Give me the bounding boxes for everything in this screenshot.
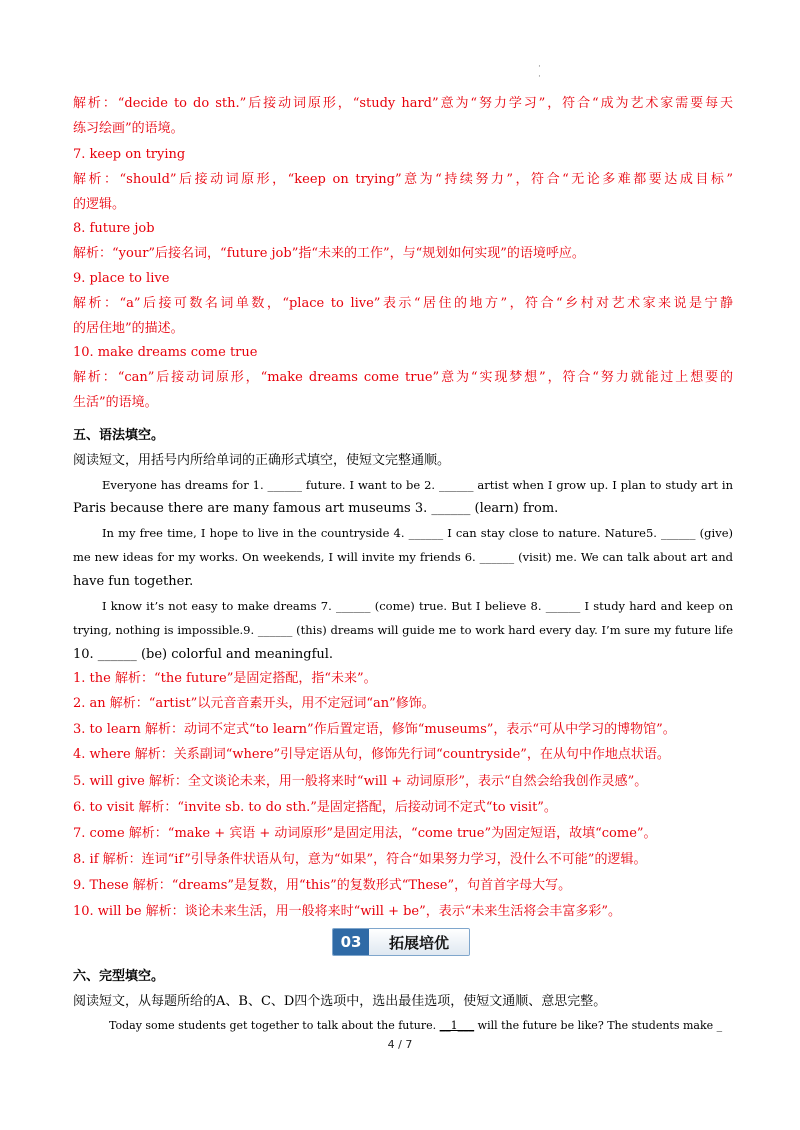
text-line: 1. the 解析：“the future”是固定搭配，指“未来”。 <box>73 671 377 686</box>
text-line: 7. keep on trying <box>73 147 186 162</box>
text-line: 5. will give 解析：全文谈论未来，用一般将来时“will + 动词原形”，表示“自然会给我创作灵感”。 <box>73 774 648 789</box>
text-line: 10. make dreams come true <box>73 345 258 360</box>
text-line: 解析：“a”后接可数名词单数，“place to live”表示“居住的地方”，符合“乡村对艺术家来说是宁静 <box>73 296 733 311</box>
text-line: Everyone has dreams for 1. ______ future. I want to be 2. ______ artist when I grow up. I plan to study art in <box>102 478 733 492</box>
page-number: 4 / 7 <box>387 1038 413 1051</box>
text-line: 解析：“decide to do sth.”后接动词原形，“study hard”意为“努力学习”，符合“成为艺术家需要每天 <box>73 96 733 111</box>
text-line: 的居住地”的描述。 <box>73 321 184 336</box>
section6-heading: 六、完型填空。 <box>73 969 165 984</box>
text-line: In my free time, I hope to live in the countryside 4. ______ I can stay close to nature. Nature5. ______ (give) <box>102 526 733 540</box>
text-line: I know it’s not easy to make dreams 7. ______ (come) true. But I believe 8. ______ I study hard and keep on <box>102 599 733 613</box>
text-line: 8. if 解析：连词“if”引导条件状语从句，意为“如果”，符合“如果努力学习，没什么不可能”的逻辑。 <box>73 852 647 867</box>
section6-passage-line <box>109 1017 733 1035</box>
passage-blank: __1___ <box>439 1019 475 1032</box>
text-line: trying, nothing is impossible.9. ______ (this) dreams will guide me to work hard every day. I’m sure my future life <box>73 623 733 637</box>
text-line: 10. ______ (be) colorful and meaningful. <box>73 647 334 662</box>
passage-trailing: _ <box>716 1019 723 1032</box>
banner-title: 拓展培优 <box>369 929 469 955</box>
text-line: 解析：“can”后接动词原形，“make dreams come true”意为“实现梦想”，符合“努力就能过上想要的 <box>73 370 733 385</box>
decorative-dots: · · <box>538 62 541 82</box>
text-line: me new ideas for my works. On weekends, I will invite my friends 6. ______ (visit) me. We can talk about art and <box>73 550 733 564</box>
text-line: 阅读短文，用括号内所给单词的正确形式填空，使短文完整通顺。 <box>73 453 451 468</box>
text-line: 9. place to live <box>73 271 170 286</box>
passage-text-before: Today some students get together to talk about the future. <box>109 1019 440 1032</box>
text-line: 10. will be 解析：谈论未来生活，用一般将来时“will + be”，表示“未来生活将会丰富多彩”。 <box>73 904 622 919</box>
text-line: 9. These 解析：“dreams”是复数，用“this”的复数形式“These”，句首首字母大写。 <box>73 878 572 893</box>
banner-number: 03 <box>333 929 369 955</box>
section-banner <box>332 928 470 956</box>
text-line: 的逻辑。 <box>73 197 126 212</box>
passage-text-after: will the future be like? The students make <box>474 1019 717 1032</box>
text-line: 生活”的语境。 <box>73 395 158 410</box>
text-line: 解析：“should”后接动词原形，“keep on trying”意为“持续努力”，符合“无论多难都要达成目标” <box>73 172 733 187</box>
section6-instruction: 阅读短文，从每题所给的A、B、C、D四个选项中，选出最佳选项，使短文通顺、意思完整。 <box>73 994 607 1009</box>
text-line: 练习绘画”的语境。 <box>73 121 184 136</box>
text-line: 8. future job <box>73 221 155 236</box>
text-line: 6. to visit 解析：“invite sb. to do sth.”是固定搭配，后接动词不定式“to visit”。 <box>73 800 557 815</box>
text-line: 4. where 解析：关系副词“where”引导定语从句，修饰先行词“countryside”，在从句中作地点状语。 <box>73 747 670 762</box>
text-line: 7. come 解析：“make + 宾语 + 动词原形”是固定用法，“come true”为固定短语，故填“come”。 <box>73 826 657 841</box>
text-line: 解析：“your”后接名词，“future job”指“未来的工作”，与“规划如何实现”的语境呼应。 <box>73 246 585 261</box>
text-line: 五、语法填空。 <box>73 428 165 443</box>
text-line: 2. an 解析：“artist”以元音音素开头，用不定冠词“an”修饰。 <box>73 696 435 711</box>
text-line: 3. to learn 解析：动词不定式“to learn”作后置定语，修饰“museums”，表示“可从中学习的博物馆”。 <box>73 722 676 737</box>
text-line: Paris because there are many famous art museums 3. ______ (learn) from. <box>73 501 559 516</box>
text-line: have fun together. <box>73 574 194 589</box>
